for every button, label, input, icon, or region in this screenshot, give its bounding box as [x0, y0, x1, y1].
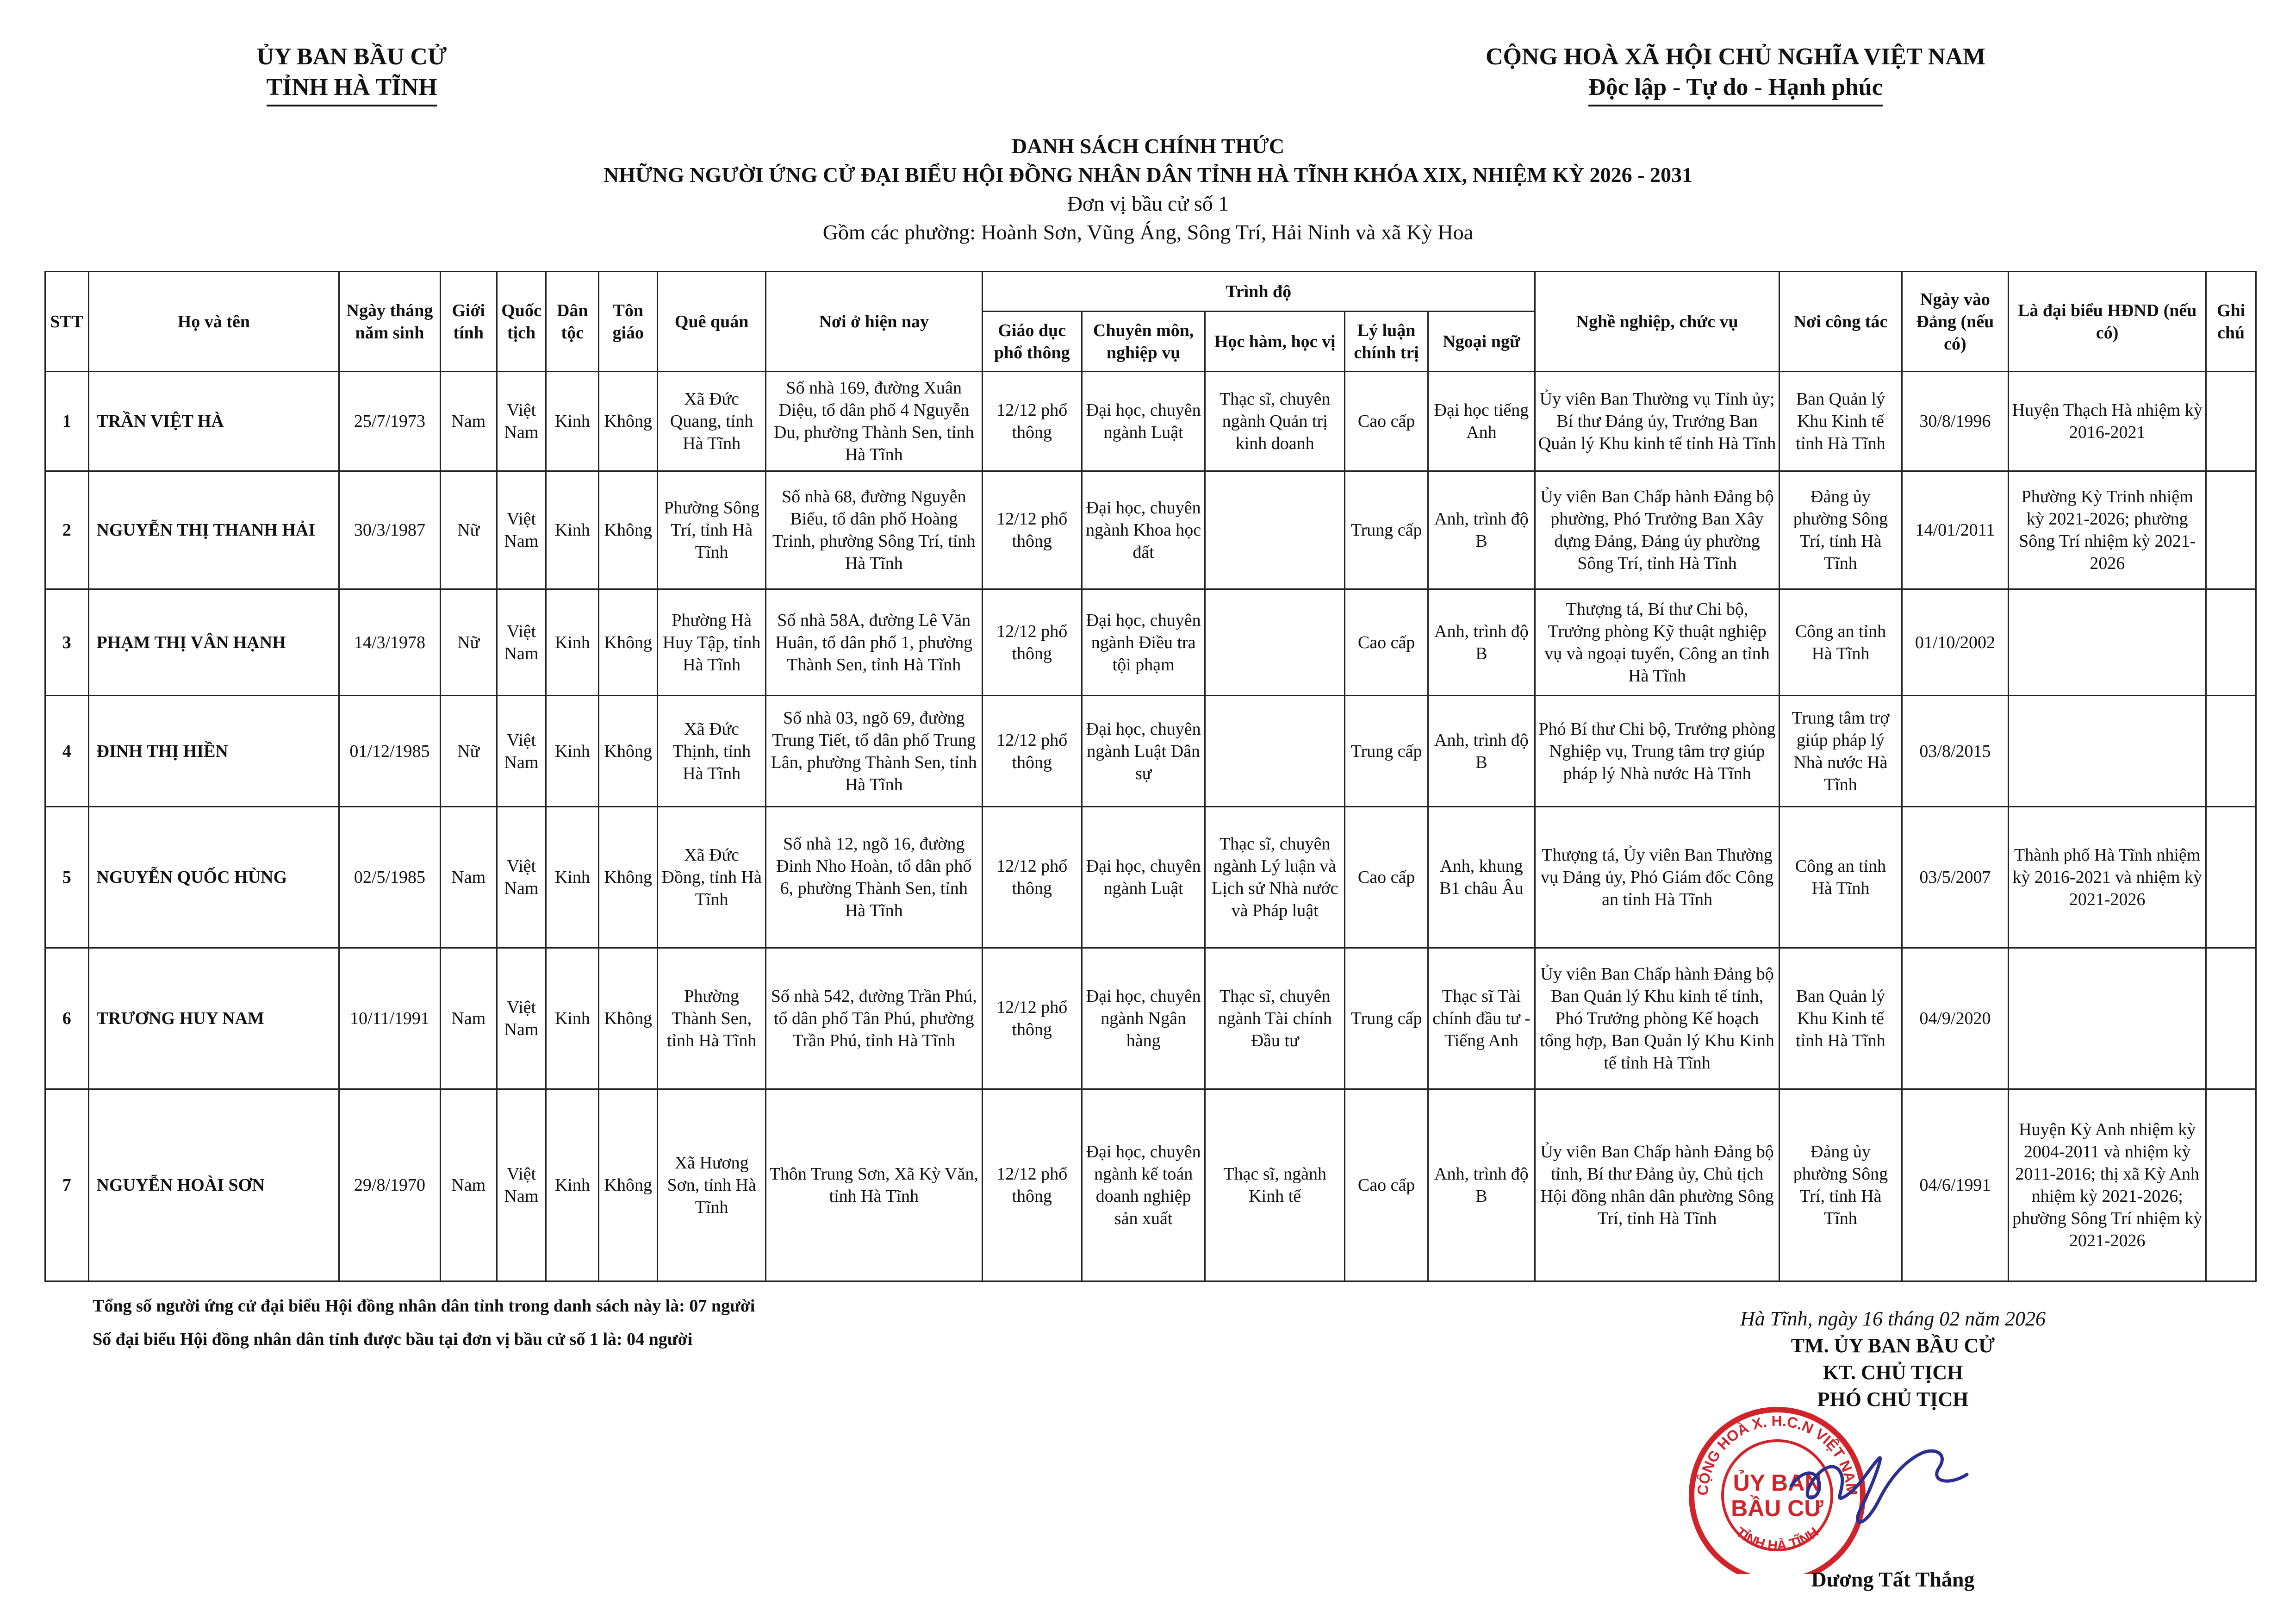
title-line2: NHỮNG NGƯỜI ỨNG CỬ ĐẠI BIỂU HỘI ĐỒNG NHÂN DÂN TỈNH HÀ TĨNH KHÓA XIX, NHIỆM KỲ 2026 - 2031	[604, 163, 1692, 187]
header-political: Lý luận chính trị	[1345, 312, 1428, 372]
header-party-date: Ngày vào Đảng (nếu có)	[1902, 272, 2009, 372]
candidate-table	[44, 271, 2257, 1282]
header-specialty: Chuyên môn, nghiệp vụ	[1082, 312, 1205, 372]
cell-hometown: Xã Hương Sơn, tỉnh Hà Tĩnh	[658, 1089, 766, 1281]
cell-degree	[1205, 471, 1345, 589]
cell-nationality: Việt Nam	[497, 589, 546, 696]
cell-gender: Nam	[440, 1089, 497, 1281]
cell-specialty: Đại học, chuyên ngành Điều tra tội phạm	[1082, 589, 1205, 696]
cell-specialty: Đại học, chuyên ngành Luật Dân sự	[1082, 696, 1205, 807]
header-stt: STT	[45, 272, 89, 372]
cell-workplace: Ban Quản lý Khu Kinh tế tỉnh Hà Tĩnh	[1780, 948, 1902, 1089]
cell-dob: 01/12/1985	[339, 696, 441, 807]
cell-nationality: Việt Nam	[497, 948, 546, 1089]
cell-general-edu: 12/12 phổ thông	[982, 589, 1082, 696]
header-general-edu: Giáo dục phổ thông	[982, 312, 1082, 372]
cell-stt: 3	[45, 589, 89, 696]
cell-religion: Không	[599, 471, 658, 589]
cell-religion: Không	[599, 372, 658, 471]
stamp-ring-text: CỘNG HOÀ X. H.C.N VIỆT NAM	[1694, 1412, 1860, 1496]
cell-hometown: Xã Đức Thịnh, tỉnh Hà Tĩnh	[658, 696, 766, 807]
cell-degree: Thạc sĩ, chuyên ngành Tài chính Đầu tư	[1205, 948, 1345, 1089]
cell-name: ĐINH THỊ HIỀN	[88, 696, 339, 807]
header-religion: Tôn giáo	[599, 272, 658, 372]
cell-workplace: Công an tỉnh Hà Tĩnh	[1780, 807, 1902, 948]
cell-workplace: Trung tâm trợ giúp pháp lý Nhà nước Hà Tĩnh	[1780, 696, 1902, 807]
cell-nationality: Việt Nam	[497, 1089, 546, 1281]
national-motto: Độc lập - Tự do - Hạnh phúc	[1588, 72, 1883, 106]
title-line4: Gồm các phường: Hoành Sơn, Vũng Áng, Sông Trí, Hải Ninh và xã Kỳ Hoa	[822, 220, 1474, 244]
cell-degree: Thạc sĩ, chuyên ngành Lý luận và Lịch sử Nhà nước và Pháp luật	[1205, 807, 1345, 948]
summary-seats: Số đại biểu Hội đồng nhân dân tỉnh được bầu tại đơn vị bầu cử số 1 là: 04 người	[93, 1330, 693, 1349]
cell-occupation: Thượng tá, Ủy viên Ban Thường vụ Đảng ủy, Phó Giám đốc Công an tỉnh Hà Tĩnh	[1535, 807, 1780, 948]
cell-party-date: 30/8/1996	[1902, 372, 2009, 471]
cell-language: Thạc sĩ Tài chính đầu tư - Tiếng Anh	[1428, 948, 1535, 1089]
cell-occupation: Ủy viên Ban Chấp hành Đảng bộ phường, Phó Trưởng Ban Xây dựng Đảng, Đảng ủy phường Sông Trí, tỉnh Hà Tĩnh	[1535, 471, 1780, 589]
document-title	[0, 132, 2296, 247]
cell-gender: Nam	[440, 372, 497, 471]
cell-language: Anh, trình độ B	[1428, 589, 1535, 696]
cell-degree	[1205, 696, 1345, 807]
cell-stt: 4	[45, 696, 89, 807]
stamp-center-2: BẦU CỬ	[1731, 1495, 1823, 1521]
cell-party-date: 04/9/2020	[1902, 948, 2009, 1089]
header-hometown: Quê quán	[658, 272, 766, 372]
cell-residence: Thôn Trung Sơn, Xã Kỳ Văn, tỉnh Hà Tĩnh	[766, 1089, 983, 1281]
cell-nationality: Việt Nam	[497, 696, 546, 807]
cell-general-edu: 12/12 phổ thông	[982, 696, 1082, 807]
header-language: Ngoại ngữ	[1428, 312, 1535, 372]
title-line3: Đơn vị bầu cử số 1	[1067, 192, 1229, 215]
cell-occupation: Phó Bí thư Chi bộ, Trưởng phòng Nghiệp vụ, Trung tâm trợ giúp pháp lý Nhà nước Hà Tĩnh	[1535, 696, 1780, 807]
cell-hometown: Phường Sông Trí, tỉnh Hà Tĩnh	[658, 471, 766, 589]
cell-dob: 25/7/1973	[339, 372, 441, 471]
cell-religion: Không	[599, 696, 658, 807]
cell-political: Trung cấp	[1345, 471, 1428, 589]
official-stamp-and-signature	[1661, 1389, 2147, 1574]
cell-general-edu: 12/12 phổ thông	[982, 471, 1082, 589]
cell-specialty: Đại học, chuyên ngành Luật	[1082, 372, 1205, 471]
table-row	[45, 696, 2256, 807]
cell-note	[2206, 471, 2256, 589]
national-title: CỘNG HOÀ XÃ HỘI CHỦ NGHĨA VIỆT NAM	[1485, 44, 1986, 70]
svg-text:TỈNH HÀ TĨNH	[1733, 1524, 1822, 1554]
cell-ethnicity: Kinh	[546, 807, 599, 948]
cell-gender: Nam	[440, 948, 497, 1089]
header-dob: Ngày tháng năm sinh	[339, 272, 441, 372]
cell-specialty: Đại học, chuyên ngành kế toán doanh nghiệp sản xuất	[1082, 1089, 1205, 1281]
issuer-header	[204, 42, 500, 106]
sign-line1: TM. ỦY BAN BẦU CỬ	[1791, 1334, 1995, 1357]
cell-ethnicity: Kinh	[546, 589, 599, 696]
sign-line3: PHÓ CHỦ TỊCH	[1817, 1388, 1969, 1411]
cell-occupation: Thượng tá, Bí thư Chi bộ, Trưởng phòng Kỹ thuật nghiệp vụ và ngoại tuyến, Công an tỉnh Hà Tĩnh	[1535, 589, 1780, 696]
cell-degree	[1205, 589, 1345, 696]
cell-nationality: Việt Nam	[497, 807, 546, 948]
cell-nationality: Việt Nam	[497, 471, 546, 589]
cell-note	[2206, 696, 2256, 807]
table-row	[45, 1089, 2256, 1281]
cell-name: NGUYỄN QUỐC HÙNG	[88, 807, 339, 948]
cell-name: TRẦN VIỆT HÀ	[88, 372, 339, 471]
cell-hdnd: Huyện Kỳ Anh nhiệm kỳ 2004-2011 và nhiệm kỳ 2011-2016; thị xã Kỳ Anh nhiệm kỳ 2021-2026; phường Sông Trí nhiệm kỳ 2021-2026	[2009, 1089, 2206, 1281]
cell-nationality: Việt Nam	[497, 372, 546, 471]
cell-political: Cao cấp	[1345, 372, 1428, 471]
cell-general-edu: 12/12 phổ thông	[982, 807, 1082, 948]
cell-ethnicity: Kinh	[546, 372, 599, 471]
sign-date: Hà Tĩnh, ngày 16 tháng 02 năm 2026	[1740, 1307, 2046, 1330]
cell-hometown: Xã Đức Quang, tỉnh Hà Tĩnh	[658, 372, 766, 471]
cell-residence: Số nhà 542, đường Trần Phú, tổ dân phố Tân Phú, phường Trần Phú, tỉnh Hà Tĩnh	[766, 948, 983, 1089]
header-occupation: Nghề nghiệp, chức vụ	[1535, 272, 1780, 372]
cell-party-date: 03/8/2015	[1902, 696, 2009, 807]
cell-party-date: 01/10/2002	[1902, 589, 2009, 696]
signer-name: Dương Tất Thắng	[1811, 1568, 1975, 1591]
header-name: Họ và tên	[88, 272, 339, 372]
cell-note	[2206, 1089, 2256, 1281]
cell-note	[2206, 807, 2256, 948]
cell-gender: Nữ	[440, 696, 497, 807]
cell-specialty: Đại học, chuyên ngành Luật	[1082, 807, 1205, 948]
cell-political: Cao cấp	[1345, 589, 1428, 696]
cell-residence: Số nhà 12, ngõ 16, đường Đinh Nho Hoàn, tổ dân phố 6, phường Thành Sen, tỉnh Hà Tĩnh	[766, 807, 983, 948]
cell-political: Cao cấp	[1345, 1089, 1428, 1281]
cell-note	[2206, 372, 2256, 471]
cell-hometown: Phường Thành Sen, tỉnh Hà Tĩnh	[658, 948, 766, 1089]
cell-general-edu: 12/12 phổ thông	[982, 948, 1082, 1089]
cell-party-date: 04/6/1991	[1902, 1089, 2009, 1281]
stamp-bottom-text: TỈNH HÀ TĨNH	[1733, 1524, 1822, 1554]
cell-specialty: Đại học, chuyên ngành Khoa học đất	[1082, 471, 1205, 589]
cell-party-date: 14/01/2011	[1902, 471, 2009, 589]
cell-occupation: Ủy viên Ban Thường vụ Tỉnh ủy; Bí thư Đảng ủy, Trưởng Ban Quản lý Khu kinh tế tỉnh Hà Tĩnh	[1535, 372, 1780, 471]
cell-gender: Nam	[440, 807, 497, 948]
cell-gender: Nữ	[440, 589, 497, 696]
summary	[93, 1289, 755, 1356]
cell-language: Đại học tiếng Anh	[1428, 372, 1535, 471]
cell-workplace: Đảng ủy phường Sông Trí, tỉnh Hà Tĩnh	[1780, 471, 1902, 589]
national-header	[1388, 42, 2083, 106]
header-education-group: Trình độ	[982, 272, 1535, 312]
cell-ethnicity: Kinh	[546, 948, 599, 1089]
cell-stt: 6	[45, 948, 89, 1089]
cell-note	[2206, 589, 2256, 696]
cell-ethnicity: Kinh	[546, 471, 599, 589]
cell-hdnd	[2009, 696, 2206, 807]
cell-workplace: Công an tỉnh Hà Tĩnh	[1780, 589, 1902, 696]
cell-language: Anh, khung B1 châu Âu	[1428, 807, 1535, 948]
header-note: Ghi chú	[2206, 272, 2256, 372]
cell-occupation: Ủy viên Ban Chấp hành Đảng bộ Ban Quản lý Khu kinh tế tỉnh, Phó Trưởng phòng Kế hoạch tổng hợp, Ban Quản lý Khu Kinh tế tỉnh Hà Tĩnh	[1535, 948, 1780, 1089]
cell-occupation: Ủy viên Ban Chấp hành Đảng bộ tỉnh, Bí thư Đảng ủy, Chủ tịch Hội đồng nhân dân phường Sông Trí, tỉnh Hà Tĩnh	[1535, 1089, 1780, 1281]
cell-gender: Nữ	[440, 471, 497, 589]
stamp-seal-icon	[1692, 1410, 1863, 1574]
cell-dob: 10/11/1991	[339, 948, 441, 1089]
cell-religion: Không	[599, 807, 658, 948]
cell-general-edu: 12/12 phổ thông	[982, 1089, 1082, 1281]
cell-residence: Số nhà 03, ngõ 69, đường Trung Tiết, tổ dân phố Trung Lân, phường Thành Sen, tỉnh Hà Tĩnh	[766, 696, 983, 807]
cell-hdnd	[2009, 948, 2206, 1089]
summary-total: Tổng số người ứng cử đại biểu Hội đồng nhân dân tỉnh trong danh sách này là: 07 người	[93, 1296, 755, 1316]
cell-dob: 02/5/1985	[339, 807, 441, 948]
cell-hometown: Xã Đức Đồng, tỉnh Hà Tĩnh	[658, 807, 766, 948]
cell-degree: Thạc sĩ, chuyên ngành Quản trị kinh doanh	[1205, 372, 1345, 471]
cell-ethnicity: Kinh	[546, 1089, 599, 1281]
cell-name: PHẠM THỊ VÂN HẠNH	[88, 589, 339, 696]
cell-residence: Số nhà 58A, đường Lê Văn Huân, tổ dân phố 1, phường Thành Sen, tỉnh Hà Tĩnh	[766, 589, 983, 696]
header-workplace: Nơi công tác	[1780, 272, 1902, 372]
cell-dob: 30/3/1987	[339, 471, 441, 589]
cell-political: Trung cấp	[1345, 948, 1428, 1089]
header-ethnicity: Dân tộc	[546, 272, 599, 372]
cell-political: Cao cấp	[1345, 807, 1428, 948]
cell-hdnd	[2009, 589, 2206, 696]
table-row	[45, 372, 2256, 471]
cell-religion: Không	[599, 948, 658, 1089]
header-nationality: Quốc tịch	[497, 272, 546, 372]
cell-ethnicity: Kinh	[546, 696, 599, 807]
cell-stt: 1	[45, 372, 89, 471]
cell-hdnd: Huyện Thạch Hà nhiệm kỳ 2016-2021	[2009, 372, 2206, 471]
cell-language: Anh, trình độ B	[1428, 471, 1535, 589]
cell-hdnd: Phường Kỳ Trinh nhiệm kỳ 2021-2026; phường Sông Trí nhiệm kỳ 2021-2026	[2009, 471, 2206, 589]
cell-political: Trung cấp	[1345, 696, 1428, 807]
header-degree: Học hàm, học vị	[1205, 312, 1345, 372]
issuer-line2: TỈNH HÀ TĨNH	[267, 72, 437, 106]
cell-hometown: Phường Hà Huy Tập, tỉnh Hà Tĩnh	[658, 589, 766, 696]
cell-dob: 14/3/1978	[339, 589, 441, 696]
cell-language: Anh, trình độ B	[1428, 696, 1535, 807]
table-row	[45, 589, 2256, 696]
header-gender: Giới tính	[440, 272, 497, 372]
cell-stt: 2	[45, 471, 89, 589]
cell-residence: Số nhà 68, đường Nguyễn Biểu, tổ dân phố Hoàng Trinh, phường Sông Trí, tỉnh Hà Tĩnh	[766, 471, 983, 589]
cell-general-edu: 12/12 phổ thông	[982, 372, 1082, 471]
cell-language: Anh, trình độ B	[1428, 1089, 1535, 1281]
cell-hdnd: Thành phố Hà Tĩnh nhiệm kỳ 2016-2021 và nhiệm kỳ 2021-2026	[2009, 807, 2206, 948]
cell-stt: 7	[45, 1089, 89, 1281]
table-row	[45, 807, 2256, 948]
cell-degree: Thạc sĩ, ngành Kinh tế	[1205, 1089, 1345, 1281]
header-hdnd: Là đại biểu HĐND (nếu có)	[2009, 272, 2206, 372]
cell-workplace: Ban Quản lý Khu Kinh tế tỉnh Hà Tĩnh	[1780, 372, 1902, 471]
cell-specialty: Đại học, chuyên ngành Ngân hàng	[1082, 948, 1205, 1089]
issuer-line1: ỦY BAN BẦU CỬ	[256, 44, 447, 70]
cell-note	[2206, 948, 2256, 1089]
cell-name: TRƯƠNG HUY NAM	[88, 948, 339, 1089]
cell-stt: 5	[45, 807, 89, 948]
table-row	[45, 471, 2256, 589]
header-residence: Nơi ở hiện nay	[766, 272, 983, 372]
cell-name: NGUYỄN HOÀI SƠN	[88, 1089, 339, 1281]
cell-workplace: Đảng ủy phường Sông Trí, tỉnh Hà Tĩnh	[1780, 1089, 1902, 1281]
cell-residence: Số nhà 169, đường Xuân Diệu, tổ dân phố 4 Nguyễn Du, phường Thành Sen, tỉnh Hà Tĩnh	[766, 372, 983, 471]
stamp-center-1: ỦY BAN	[1733, 1470, 1822, 1496]
cell-religion: Không	[599, 1089, 658, 1281]
cell-religion: Không	[599, 589, 658, 696]
title-line1: DANH SÁCH CHÍNH THỨC	[1011, 134, 1285, 158]
sign-line2: KT. CHỦ TỊCH	[1823, 1361, 1963, 1384]
table-row	[45, 948, 2256, 1089]
cell-name: NGUYỄN THỊ THANH HẢI	[88, 471, 339, 589]
cell-party-date: 03/5/2007	[1902, 807, 2009, 948]
cell-dob: 29/8/1970	[339, 1089, 441, 1281]
